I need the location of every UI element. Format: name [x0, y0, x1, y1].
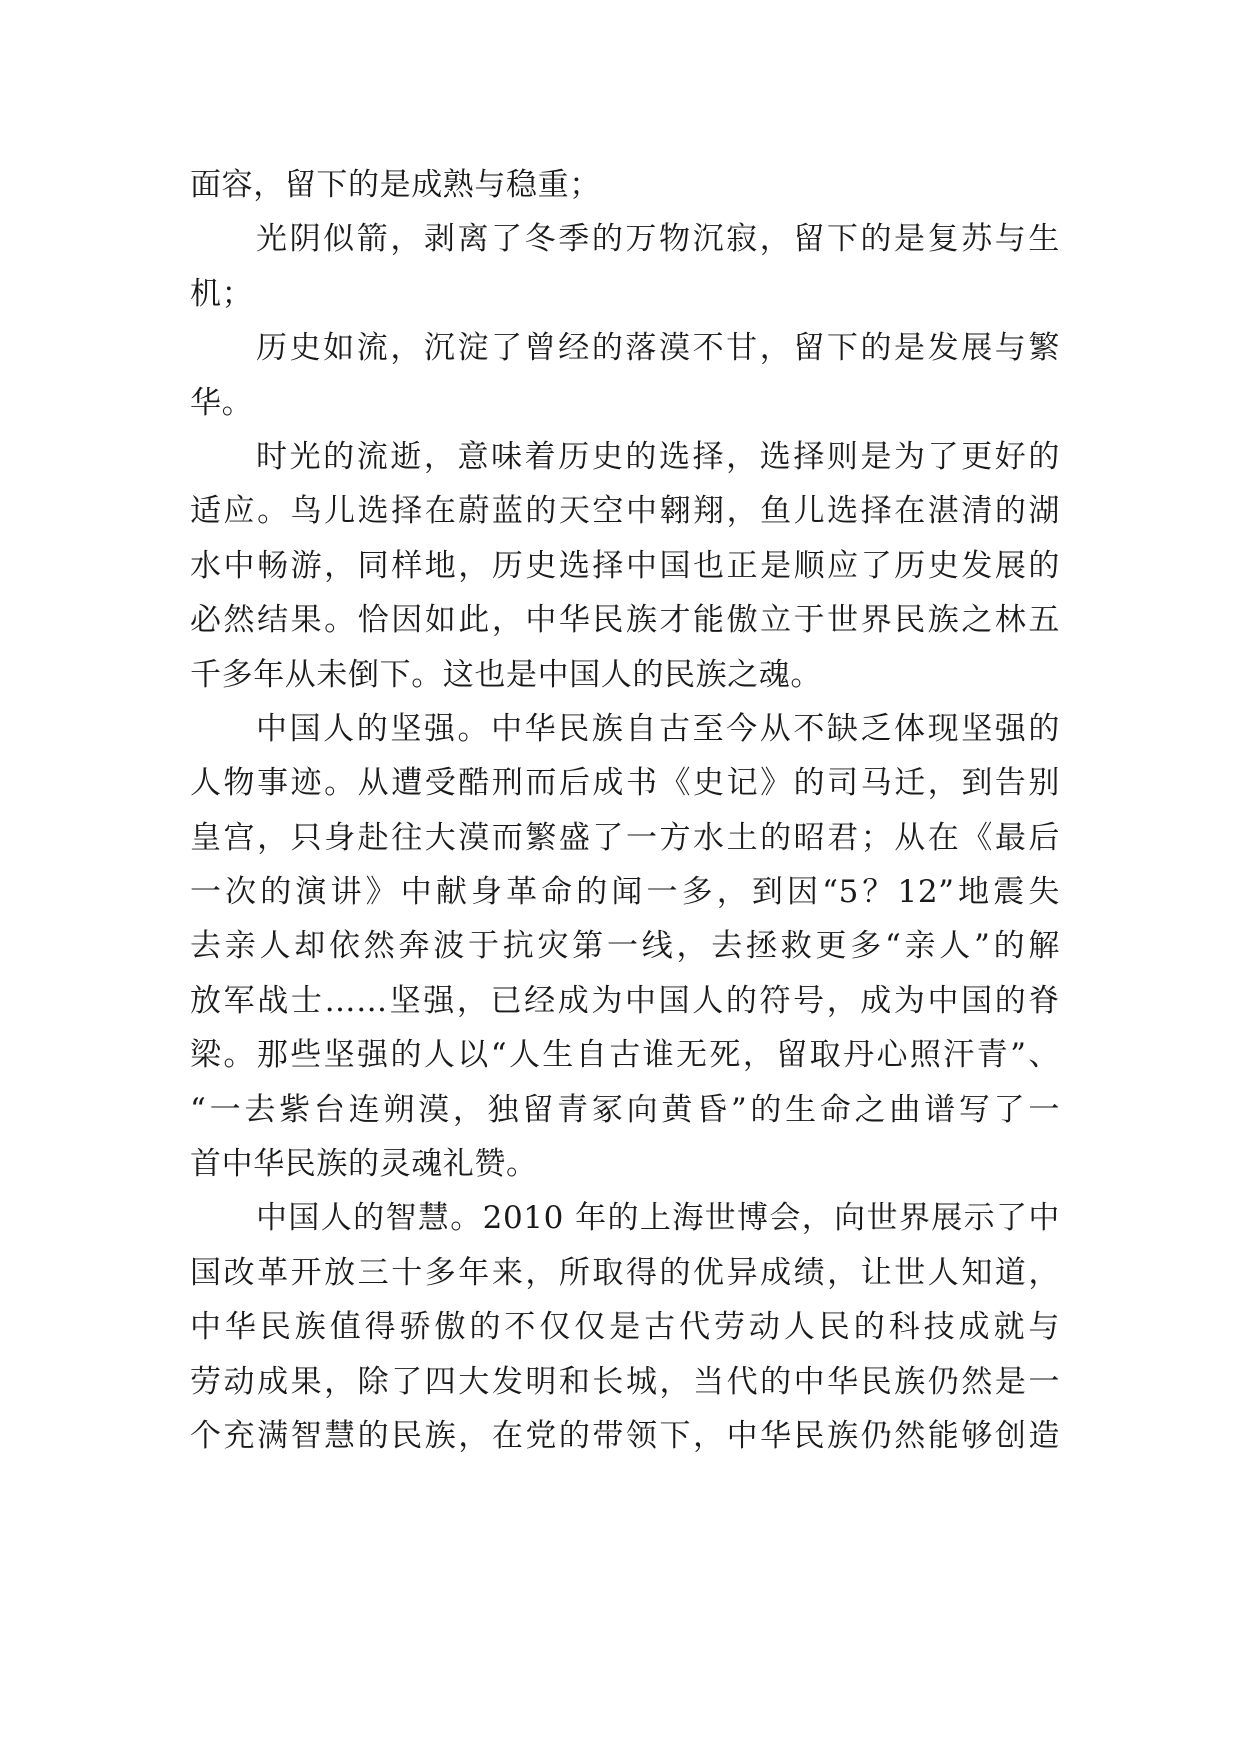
text-line: 首中华民族的灵魂礼赞。 — [190, 1146, 538, 1183]
text-line: 华。 — [190, 384, 254, 421]
text-line: 人物事迹。从遭受酷刑而后成书《史记》的司马迁，到告别 — [190, 765, 1060, 802]
text-line: 国改革开放三十多年来，所取得的优异成绩，让世人知道， — [190, 1254, 1060, 1291]
text-line: 光阴似箭，剥离了冬季的万物沉寂，留下的是复苏与生 — [256, 221, 1060, 258]
text-line: 梁。那些坚强的人以“人生自古谁无死，留取丹心照汗青”、 — [190, 1037, 1060, 1074]
text-line: 劳动成果，除了四大发明和长城，当代的中华民族仍然是一 — [190, 1363, 1060, 1400]
text-line: 皇宫，只身赴往大漠而繁盛了一方水土的昭君；从在《最后 — [190, 819, 1060, 856]
text-line: 时光的流逝，意味着历史的选择，选择则是为了更好的 — [256, 438, 1060, 475]
text-line: 去亲人却依然奔波于抗灾第一线，去拯救更多“亲人”的解 — [190, 928, 1060, 965]
text-line: 中华民族值得骄傲的不仅仅是古代劳动人民的科技成就与 — [190, 1309, 1060, 1346]
text-line: 历史如流，沉淀了曾经的落漠不甘，留下的是发展与繁 — [256, 330, 1060, 367]
text-line: 个充满智慧的民族，在党的带领下，中华民族仍然能够创造 — [190, 1417, 1060, 1454]
text-line: 必然结果。恰因如此，中华民族才能傲立于世界民族之林五 — [190, 602, 1060, 639]
text-line: 适应。鸟儿选择在蔚蓝的天空中翱翔，鱼儿选择在湛清的湖 — [190, 493, 1060, 530]
text-line: “一去紫台连朔漠，独留青冢向黄昏”的生命之曲谱写了一 — [190, 1091, 1060, 1128]
text-line: 机； — [190, 275, 254, 312]
text-line: 水中畅游，同样地，历史选择中国也正是顺应了历史发展的 — [190, 547, 1060, 584]
document-body — [190, 158, 1060, 1463]
text-line: 中国人的坚强。中华民族自古至今从不缺乏体现坚强的 — [256, 710, 1060, 747]
text-line: 中国人的智慧。2010 年的上海世博会，向世界展示了中 — [256, 1200, 1060, 1237]
text-line: 千多年从未倒下。这也是中国人的民族之魂。 — [190, 656, 822, 693]
text-line: 一次的演讲》中献身革命的闻一多，到因“5？12”地震失 — [190, 874, 1060, 911]
text-line: 放军战士……坚强，已经成为中国人的符号，成为中国的脊 — [190, 982, 1060, 1019]
text-line: 面容，留下的是成熟与稳重； — [190, 167, 601, 203]
